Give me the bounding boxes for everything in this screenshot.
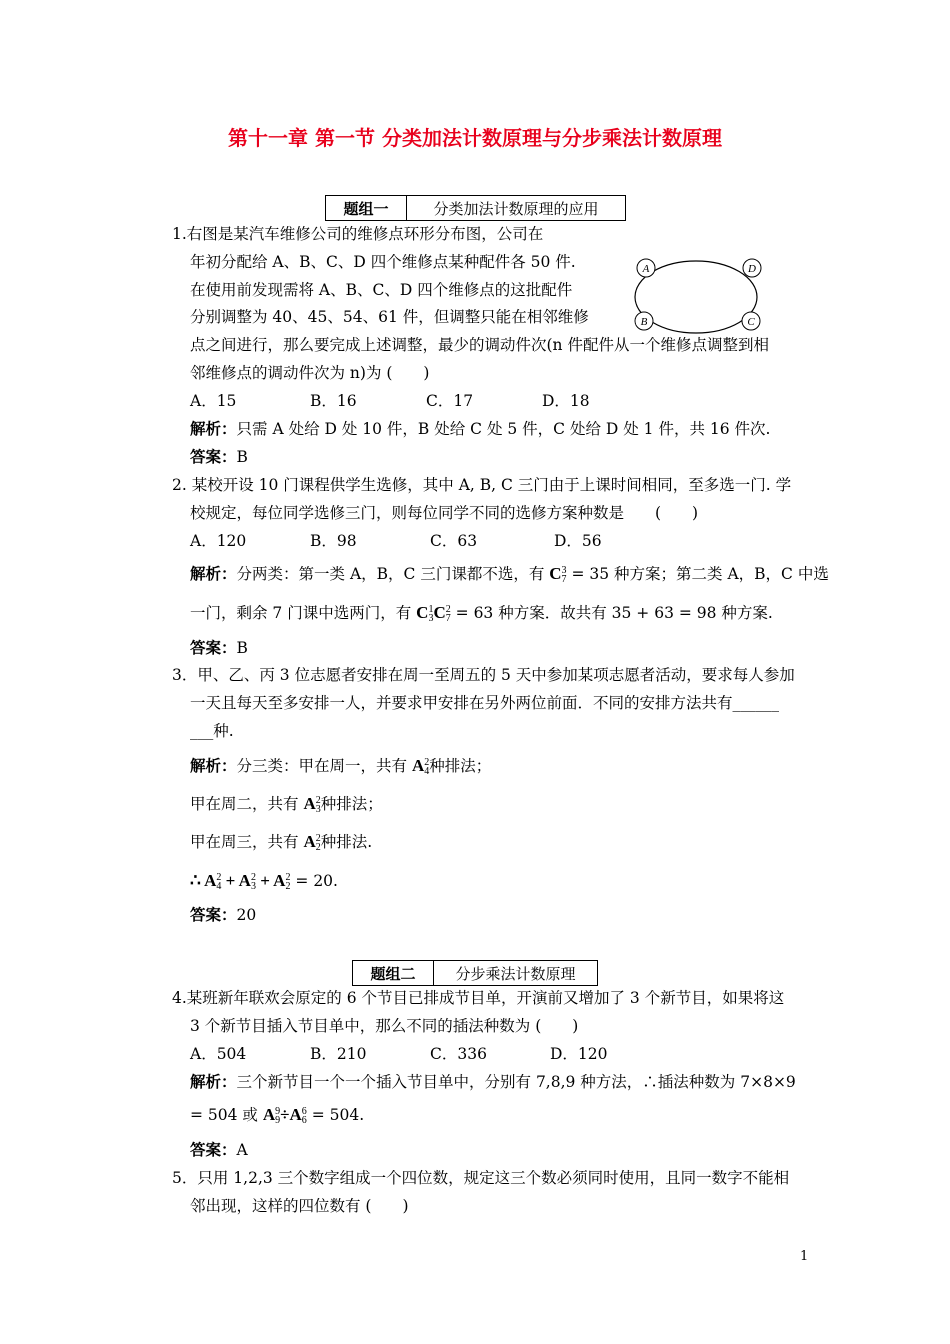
- q4-analysis-line-1: [190, 1072, 796, 1092]
- q1-line-3: 在使用前发现需将 A、B、C、D 四个维修点的这批配件: [190, 281, 573, 299]
- q1-answer-label: 答案：: [190, 447, 237, 466]
- q3-arrangement-a3-2: A 2 3: [303, 794, 321, 816]
- node-d-label: D: [748, 263, 756, 275]
- q2-option-b: B．98: [310, 532, 357, 550]
- q4-analysis-line-2: [190, 1105, 364, 1125]
- q1-line-1: 1.右图是某汽车维修公司的维修点环形分布图，公司在: [172, 225, 544, 243]
- page-number: 1: [800, 1249, 809, 1264]
- q1-answer-value: B: [236, 448, 248, 466]
- q3-analysis-label: 解析：: [190, 756, 237, 775]
- q2-option-d: D．56: [554, 532, 602, 550]
- q2-analysis-text-1a: 分两类：第一类 A，B，C 三门课都不选，有: [236, 565, 545, 583]
- q3-analysis-text-1b: 种排法；: [429, 757, 492, 775]
- q1-line-6: 邻维修点的调动件次为 n)为 ( ): [190, 364, 430, 382]
- q4-analysis-text-2a: = 504 或: [190, 1106, 258, 1124]
- q4-analysis-label: 解析：: [190, 1072, 237, 1091]
- q2-combination-c7-2: C 2 7: [433, 603, 451, 625]
- q3-analysis-line-1: [190, 756, 491, 776]
- q4-line-1: 4.某班新年联欢会原定的 6 个节目已排成节目单，开演前又增加了 3 个新节目，如果将这: [172, 989, 785, 1007]
- q3-analysis-line-4: [190, 871, 338, 891]
- q2-answer-value: B: [236, 639, 248, 657]
- q3-analysis-text-1: 分三类：甲在周一，共有: [236, 757, 408, 775]
- group-2-desc: 分步乘法计数原理: [455, 965, 576, 983]
- q2-analysis-label: 解析：: [190, 564, 237, 583]
- q3-sum-expression: ∴ A 2 4 + A 2 3 + A 2 2: [190, 871, 291, 893]
- q3-analysis-text-3b: 种排法.: [320, 833, 373, 851]
- q1-line-4: 分别调整为 40、45、54、61 件，但调整只能在相邻维修: [190, 308, 589, 326]
- q2-answer: [190, 638, 248, 658]
- node-a-label: A: [642, 263, 650, 275]
- group-1-desc: 分类加法计数原理的应用: [433, 200, 599, 218]
- q3-arrangement-a4-2: A 2 4: [411, 756, 430, 778]
- group-1-name: 题组一: [326, 196, 407, 220]
- q4-option-b: B．210: [310, 1045, 367, 1063]
- q1-option-a: A．15: [190, 392, 237, 410]
- q2-option-c: C．63: [430, 532, 478, 550]
- q4-option-d: D．120: [550, 1045, 608, 1063]
- q2-analysis-text-2a: 一门，剩余 7 门课中选两门，有: [190, 604, 412, 622]
- node-b-label: B: [640, 316, 648, 328]
- q2-line-2: 校规定，每位同学选修三门，则每位同学不同的选修方案种数是 ( ): [190, 504, 699, 522]
- q3-analysis-line-3: [190, 832, 372, 852]
- q2-analysis-text-1b: = 35 种方案；第二类 A，B，C 中选: [571, 565, 829, 583]
- q2-combination-c7-3: C 3 7: [549, 564, 567, 586]
- q4-arrangement-expression: A 9 9 ÷A 6 6: [262, 1105, 307, 1127]
- q3-answer-value: 20: [236, 906, 257, 924]
- q4-line-2: 3 个新节目插入节目单中，那么不同的插法种数为 ( ): [190, 1017, 579, 1035]
- q3-analysis-text-3: 甲在周三，共有: [190, 833, 299, 851]
- q1-analysis: [190, 419, 770, 439]
- q3-analysis-text-2: 甲在周二，共有: [190, 795, 299, 813]
- q4-answer-label: 答案：: [190, 1140, 237, 1159]
- q3-answer-label: 答案：: [190, 905, 237, 924]
- page-title: 第十一章 第一节 分类加法计数原理与分步乘法计数原理: [228, 126, 722, 150]
- q3-analysis-text-2b: 种排法；: [320, 795, 383, 813]
- q4-option-c: C．336: [430, 1045, 487, 1063]
- q3-line-1: 3．甲、乙、丙 3 位志愿者安排在周一至周五的 5 天中参加某项志愿者活动，要求每人参加: [172, 666, 795, 684]
- q2-analysis-line-2: [190, 603, 773, 623]
- q1-analysis-label: 解析：: [190, 419, 237, 438]
- q1-analysis-text: 只需 A 处给 D 处 10 件，B 处给 C 处 5 件，C 处给 D 处 1 件，共 16 件次.: [236, 420, 771, 438]
- q3-arrangement-a2-2: A 2 2: [303, 832, 321, 854]
- q1-answer: [190, 447, 248, 467]
- q2-option-a: A．120: [190, 532, 247, 550]
- repair-ring-diagram: [628, 250, 770, 342]
- q2-line-1: 2. 某校开设 10 门课程供学生选修，其中 A, B, C 三门由于上课时间相同，至多选一门. 学: [172, 476, 792, 494]
- q1-option-b: B．16: [310, 392, 357, 410]
- q4-analysis-text-1: 三个新节目一个一个插入节目单中，分别有 7,8,9 种方法，∴插法种数为 7×8×9: [236, 1073, 796, 1091]
- q4-answer: [190, 1140, 248, 1160]
- q3-answer: [190, 905, 256, 925]
- q3-analysis-line-2: [190, 794, 383, 814]
- group-2-name: 题组二: [353, 961, 434, 985]
- q1-option-d: D．18: [542, 392, 590, 410]
- q3-line-2: 一天且每天至多安排一人，并要求甲安排在另外两位前面．不同的安排方法共有______: [190, 694, 780, 712]
- group-2-header: [352, 960, 598, 986]
- group-1-header: [325, 195, 626, 221]
- q2-analysis-text-2b: = 63 种方案．故共有 35 + 63 = 98 种方案.: [455, 604, 773, 622]
- q1-option-c: C．17: [426, 392, 474, 410]
- q4-analysis-text-2b: = 504.: [311, 1106, 365, 1124]
- q4-answer-value: A: [236, 1141, 248, 1159]
- q2-combination-c3-1: C 1 3: [416, 603, 434, 625]
- q1-line-5: 点之间进行，那么要完成上述调整，最少的调动件次(n 件配件从一个维修点调整到相: [190, 336, 769, 354]
- q5-line-1: 5．只用 1,2,3 三个数字组成一个四位数，规定这三个数必须同时使用，且同一数字不能相: [172, 1169, 790, 1187]
- q2-analysis-line-1: [190, 564, 829, 584]
- q4-option-a: A．504: [190, 1045, 247, 1063]
- q3-analysis-text-4: = 20.: [295, 872, 338, 890]
- q1-line-2: 年初分配给 A、B、C、D 四个维修点某种配件各 50 件.: [190, 253, 576, 271]
- node-c-label: C: [747, 316, 755, 328]
- q2-answer-label: 答案：: [190, 638, 237, 657]
- q3-line-3: ___种.: [190, 722, 234, 740]
- q5-line-2: 邻出现，这样的四位数有 ( ): [190, 1197, 409, 1215]
